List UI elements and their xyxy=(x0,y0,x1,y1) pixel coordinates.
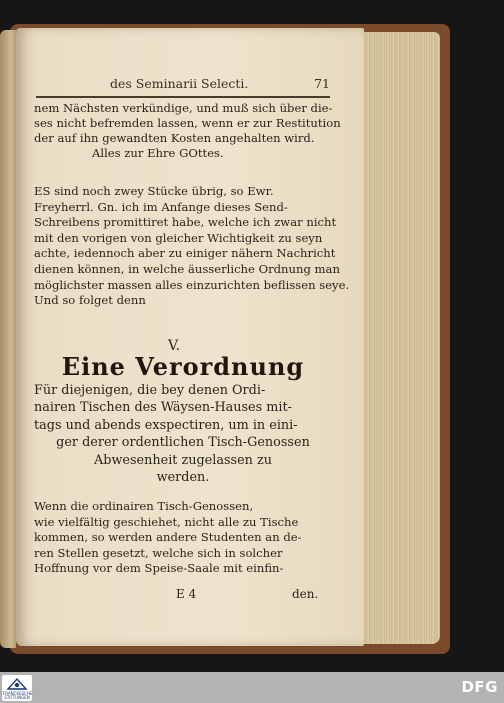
text-line: werden. xyxy=(156,470,210,486)
running-head-title: des Seminarii Selecti. xyxy=(110,76,249,91)
header-rule xyxy=(36,96,330,98)
section-number: V. xyxy=(167,338,181,354)
text-line: ses nicht befremden lassen, wenn er zur Restitution xyxy=(34,116,341,130)
viewer-footer-bar xyxy=(0,672,504,703)
text-line: ren Stellen gesetzt, welche sich in solcher xyxy=(34,545,283,560)
text-line: ger derer ordentlichen Tisch-Genossen xyxy=(56,435,310,451)
running-head xyxy=(110,76,330,94)
text-line: Freyherrl. Gn. ich im Anfange dieses Send- xyxy=(34,199,288,214)
text-line: Hoffnung vor dem Speise-Saale mit einfin- xyxy=(34,561,284,576)
text-line: tags und abends exspectiren, um in eini- xyxy=(34,417,298,433)
text-line: Abwesenheit zugelassen zu xyxy=(94,452,272,468)
text-line: wie vielfältig geschiehet, nicht alle zu Tische xyxy=(34,514,299,529)
text-line: Wenn die ordinairen Tisch-Genossen, xyxy=(34,499,254,513)
institution-logo[interactable] xyxy=(2,675,32,701)
catchword: den. xyxy=(292,587,319,601)
text-line: dienen können, in welche äusserliche Ordnung man xyxy=(34,261,340,276)
text-line: mit den vorigen von gleicher Wichtigkeit zu seyn xyxy=(34,230,323,245)
section-heading: Eine Verordnung xyxy=(61,352,305,381)
paragraph-1 xyxy=(34,101,341,161)
text-line: Für diejenigen, die bey denen Ordi- xyxy=(34,383,266,398)
page-number: 71 xyxy=(314,76,330,91)
text-line: nairen Tischen des Wäysen-Hauses mit- xyxy=(34,400,292,416)
page-stack-edge xyxy=(360,32,440,644)
text-line: kommen, so werden andere Studenten an de- xyxy=(34,530,302,545)
paragraph-3 xyxy=(34,499,332,577)
text-line: der auf ihn gewandten Kosten angehalten wird. xyxy=(34,131,315,145)
institution-logo-text: FRANCKESCHE STIFTUNGEN xyxy=(3,691,33,700)
signature-mark: E 4 xyxy=(176,587,197,601)
text-line: möglichster massen alles einzurichten beflissen seye. xyxy=(34,277,350,292)
text-line: nem Nächsten verkündige, und muß sich über die- xyxy=(34,101,333,115)
dfg-logo[interactable]: DFG xyxy=(461,678,498,696)
text-line: achte, iedennoch aber zu einiger nähern Nachricht xyxy=(34,246,336,261)
paragraph-2 xyxy=(34,184,350,309)
text-line: Alles zur Ehre GOttes. xyxy=(92,146,224,160)
text-line: Schreibens promittiret habe, welche ich zwar nicht xyxy=(34,215,337,230)
francke-emblem-icon xyxy=(6,677,28,691)
text-line: Und so folget denn xyxy=(34,293,146,308)
text-line: ES sind noch zwey Stücke übrig, so Ewr. xyxy=(34,184,274,198)
section-subheading xyxy=(34,382,332,486)
